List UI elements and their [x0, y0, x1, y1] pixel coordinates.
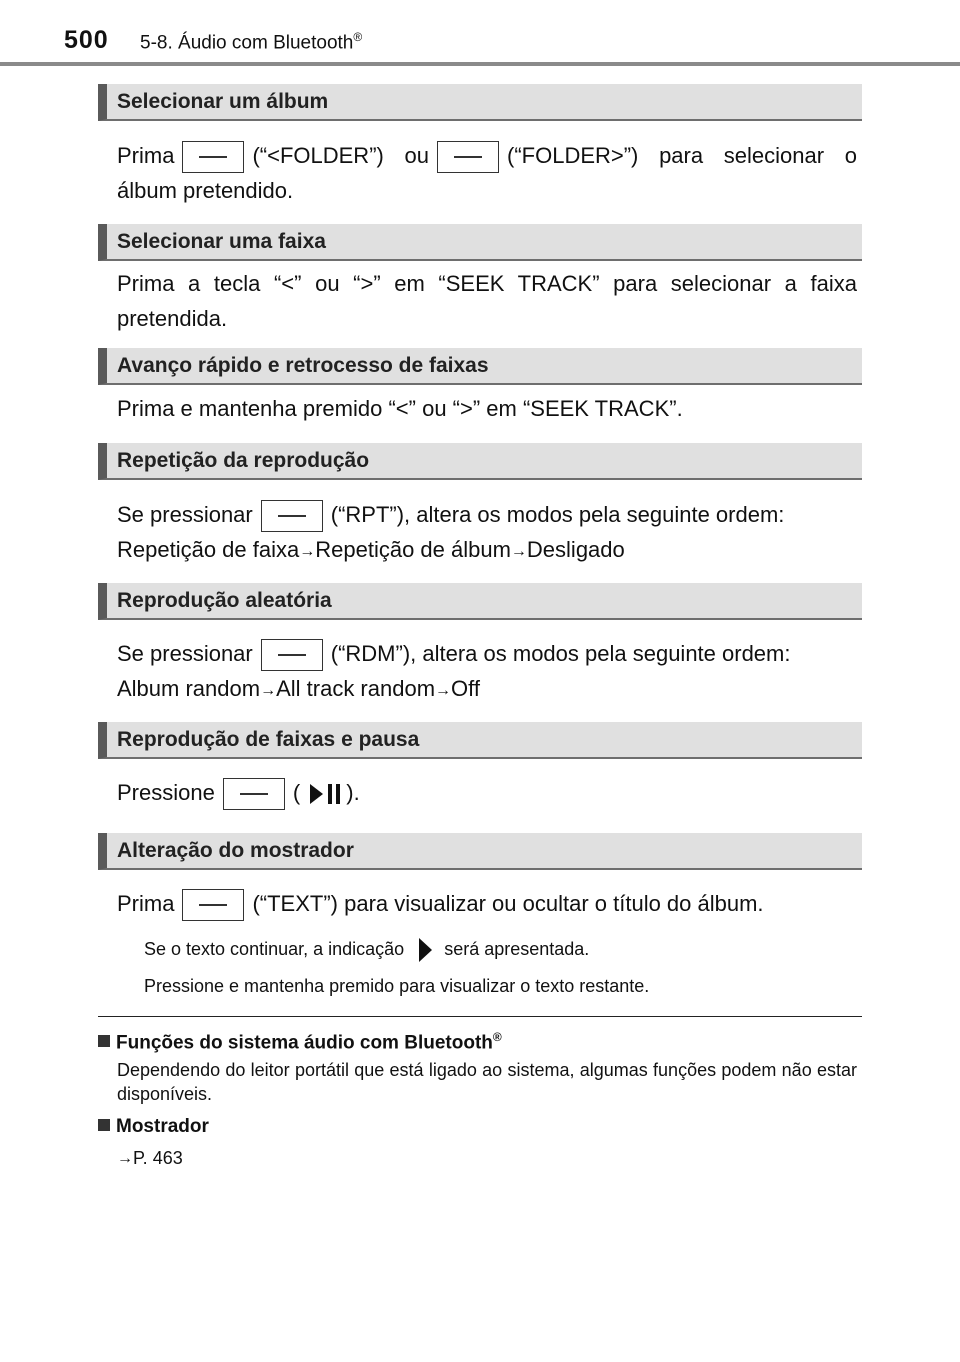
- section-bar-random: Reprodução aleatória: [98, 583, 862, 620]
- play-text: Pressione ( ).: [117, 775, 857, 810]
- section-bar-track: Selecionar uma faixa: [98, 224, 862, 261]
- display-subnote-1: Se o texto continuar, a indicação será apresentada.: [144, 936, 589, 964]
- text-continues-icon: [410, 936, 438, 964]
- track-text: Prima a tecla “<” ou “>” em “SEEK TRACK” para selecionar a faixa pretendida.: [117, 271, 857, 331]
- notes-divider: [98, 1016, 862, 1017]
- album-text: Prima (“<FOLDER”) ou (“FOLDER>”) para selecionar o álbum pretendido.: [117, 143, 857, 204]
- note-bluetooth-body: Dependendo do leitor portátil que está ligado ao sistema, algumas funções podem não estar disponíveis.: [117, 1060, 857, 1104]
- repeat-text: Se pressionar (“RPT”), altera os modos pela seguinte ordem: Repetição de faixa→Repetição de álbum→Desligado: [117, 502, 785, 563]
- display-text: Prima (“TEXT”) para visualizar ou ocultar o título do álbum.: [117, 886, 857, 921]
- note-display-title: Mostrador: [98, 1116, 209, 1138]
- fast-text: Prima e mantenha premido “<” ou “>” em “SEEK TRACK”.: [117, 396, 683, 421]
- play-key: [223, 778, 285, 810]
- page-header: [0, 0, 960, 70]
- section-bar-display: Alteração do mostrador: [98, 833, 862, 870]
- square-bullet-icon: [98, 1035, 110, 1047]
- note-display-ref: →P. 463: [117, 1148, 183, 1168]
- section-bar-fast: Avanço rápido e retrocesso de faixas: [98, 348, 862, 385]
- random-text: Se pressionar (“RDM”), altera os modos pela seguinte ordem: Album random→All track random→Off: [117, 641, 791, 702]
- folder-next-key: [437, 141, 499, 173]
- note-bluetooth-title: Funções do sistema áudio com Bluetooth®: [98, 1030, 502, 1054]
- square-bullet-icon: [98, 1119, 110, 1131]
- section-bar-repeat: Repetição da reprodução: [98, 443, 862, 480]
- rdm-key: [261, 639, 323, 671]
- section-path: 5-8. Áudio com Bluetooth®: [140, 30, 363, 54]
- rpt-key: [261, 500, 323, 532]
- display-subnote-2: Pressione e mantenha premido para visualizar o texto restante.: [144, 976, 650, 996]
- page-number: 500: [64, 26, 109, 54]
- section-bar-play: Reprodução de faixas e pausa: [98, 722, 862, 759]
- folder-prev-key: [182, 141, 244, 173]
- section-bar-album: Selecionar um álbum: [98, 84, 862, 121]
- text-key: [182, 889, 244, 921]
- play-pause-icon: [306, 781, 346, 807]
- header-rule: [0, 62, 960, 66]
